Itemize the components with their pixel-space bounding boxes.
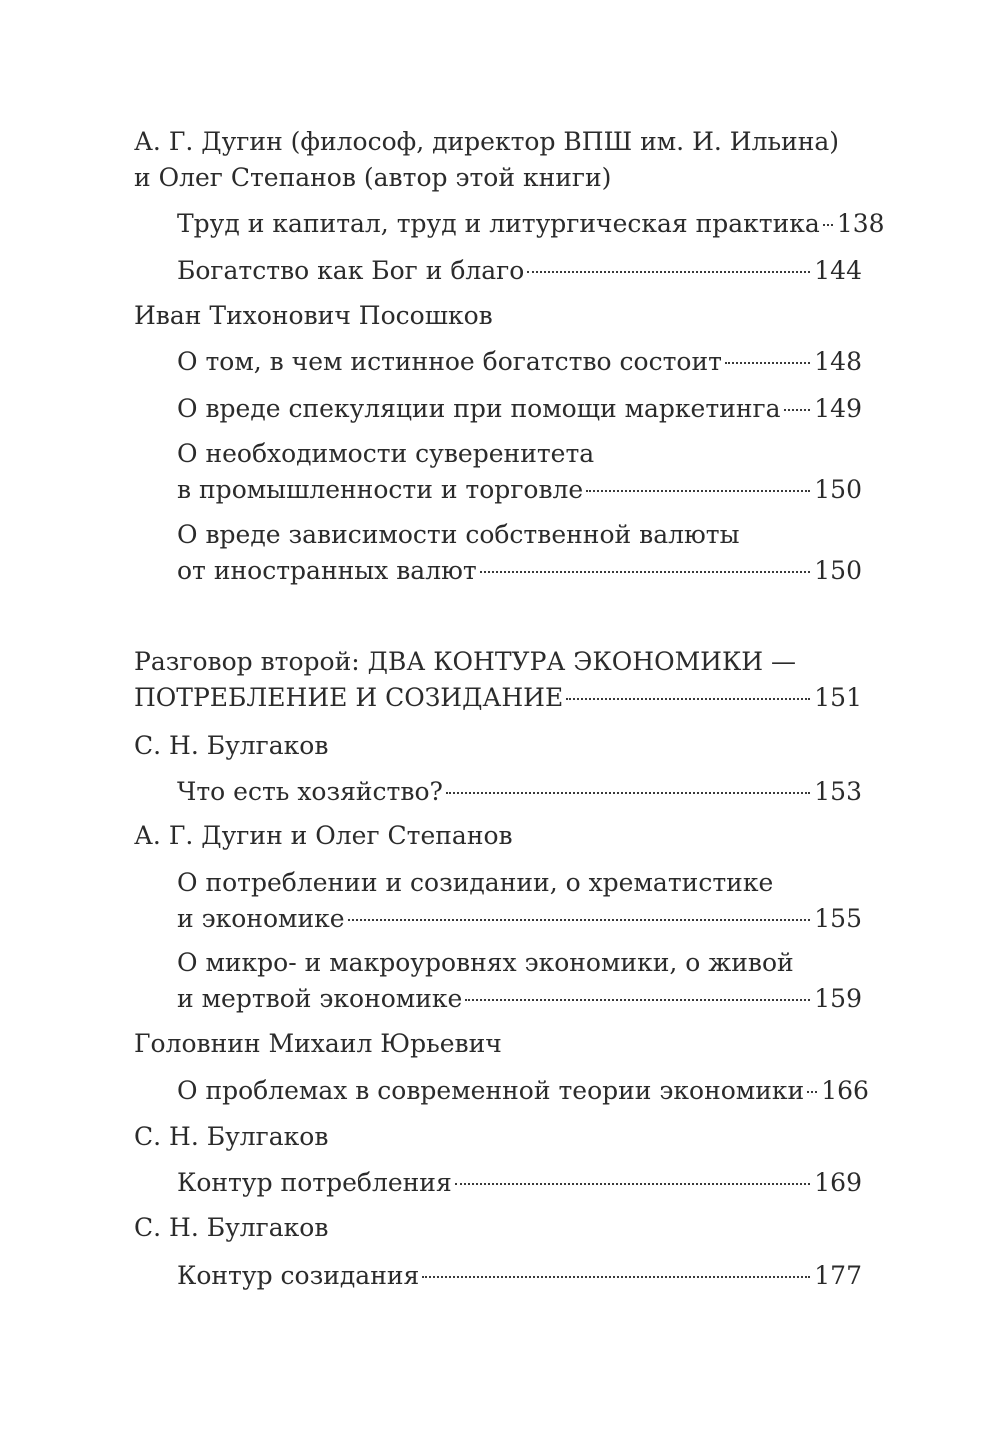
dot-leader bbox=[480, 571, 811, 573]
dot-leader bbox=[586, 490, 810, 492]
toc-entry[interactable] bbox=[177, 344, 862, 380]
toc-entry-title: Что есть хозяйство? bbox=[177, 777, 443, 806]
toc-entry[interactable] bbox=[177, 901, 862, 937]
toc-entry-title[interactable]: О необходимости суверенитета bbox=[177, 439, 595, 468]
toc-entry-page: 150 bbox=[814, 556, 862, 585]
dot-leader bbox=[348, 919, 811, 921]
toc-entry[interactable] bbox=[177, 1165, 862, 1201]
toc-entry-title[interactable]: О микро- и макроуровнях экономики, о живой bbox=[177, 948, 794, 977]
toc-entry-page: 153 bbox=[814, 777, 862, 806]
toc-entry[interactable] bbox=[177, 1073, 869, 1109]
toc-entry-title: Контур потребления bbox=[177, 1168, 452, 1197]
toc-author-line: и Олег Степанов (автор этой книги) bbox=[134, 163, 612, 192]
toc-entry-title: О проблемах в современной теории экономики bbox=[177, 1076, 805, 1105]
toc-author-line: Иван Тихонович Посошков bbox=[134, 301, 493, 330]
toc-entry[interactable] bbox=[177, 774, 862, 810]
toc-author-line: Головнин Михаил Юрьевич bbox=[134, 1029, 502, 1058]
dot-leader bbox=[807, 1091, 817, 1093]
toc-entry-page: 148 bbox=[814, 347, 862, 376]
toc-section-title[interactable]: Разговор второй: ДВА КОНТУРА ЭКОНОМИКИ — bbox=[134, 647, 797, 676]
toc-entry[interactable] bbox=[177, 253, 862, 289]
toc-entry-page: 150 bbox=[814, 475, 862, 504]
toc-entry-page: 155 bbox=[814, 904, 862, 933]
toc-entry-title: и экономике bbox=[177, 904, 345, 933]
dot-leader bbox=[446, 792, 810, 794]
toc-entry-title: О вреде спекуляции при помощи маркетинга bbox=[177, 394, 781, 423]
toc-entry-title: от иностранных валют bbox=[177, 556, 477, 585]
toc-entry-title: Богатство как Бог и благо bbox=[177, 256, 525, 285]
toc-section-page: 151 bbox=[814, 683, 862, 712]
toc-entry-page: 159 bbox=[814, 984, 862, 1013]
toc-author-line: С. Н. Булгаков bbox=[134, 731, 329, 760]
toc-entry-page: 169 bbox=[814, 1168, 862, 1197]
toc-entry[interactable] bbox=[177, 391, 862, 427]
dot-leader bbox=[823, 224, 833, 226]
toc-entry-title: в промышленности и торговле bbox=[177, 475, 584, 504]
toc-entry-page: 177 bbox=[814, 1261, 862, 1290]
dot-leader bbox=[422, 1276, 810, 1278]
toc-entry-title[interactable]: О потреблении и созидании, о хрематистике bbox=[177, 868, 774, 897]
toc-entry-title: Труд и капитал, труд и литургическая практика bbox=[177, 209, 820, 238]
toc-entry[interactable] bbox=[177, 206, 885, 242]
toc-entry[interactable] bbox=[177, 553, 862, 589]
toc-entry-page: 138 bbox=[836, 209, 885, 238]
toc-entry-title: и мертвой экономике bbox=[177, 984, 463, 1013]
toc-author-line: А. Г. Дугин (философ, директор ВПШ им. И. Ильина) bbox=[134, 127, 840, 156]
toc-entry[interactable] bbox=[177, 472, 862, 508]
toc-entry-page: 144 bbox=[814, 256, 862, 285]
toc-author-line: С. Н. Булгаков bbox=[134, 1213, 329, 1242]
toc-entry-page: 166 bbox=[821, 1076, 869, 1105]
toc-entry[interactable] bbox=[177, 1258, 862, 1294]
dot-leader bbox=[527, 271, 810, 273]
dot-leader bbox=[566, 698, 810, 700]
dot-leader bbox=[725, 362, 810, 364]
toc-entry-title[interactable]: О вреде зависимости собственной валюты bbox=[177, 520, 740, 549]
toc-entry[interactable] bbox=[177, 981, 862, 1017]
toc-section-title: ПОТРЕБЛЕНИЕ И СОЗИДАНИЕ bbox=[134, 683, 564, 712]
dot-leader bbox=[465, 999, 810, 1001]
toc-entry-title: О том, в чем истинное богатство состоит bbox=[177, 347, 722, 376]
toc-section[interactable] bbox=[134, 680, 862, 716]
toc-author-line: А. Г. Дугин и Олег Степанов bbox=[134, 821, 513, 850]
toc-entry-title: Контур созидания bbox=[177, 1261, 420, 1290]
dot-leader bbox=[455, 1183, 811, 1185]
toc-entry-page: 149 bbox=[814, 394, 862, 423]
toc-author-line: С. Н. Булгаков bbox=[134, 1122, 329, 1151]
dot-leader bbox=[784, 409, 811, 411]
